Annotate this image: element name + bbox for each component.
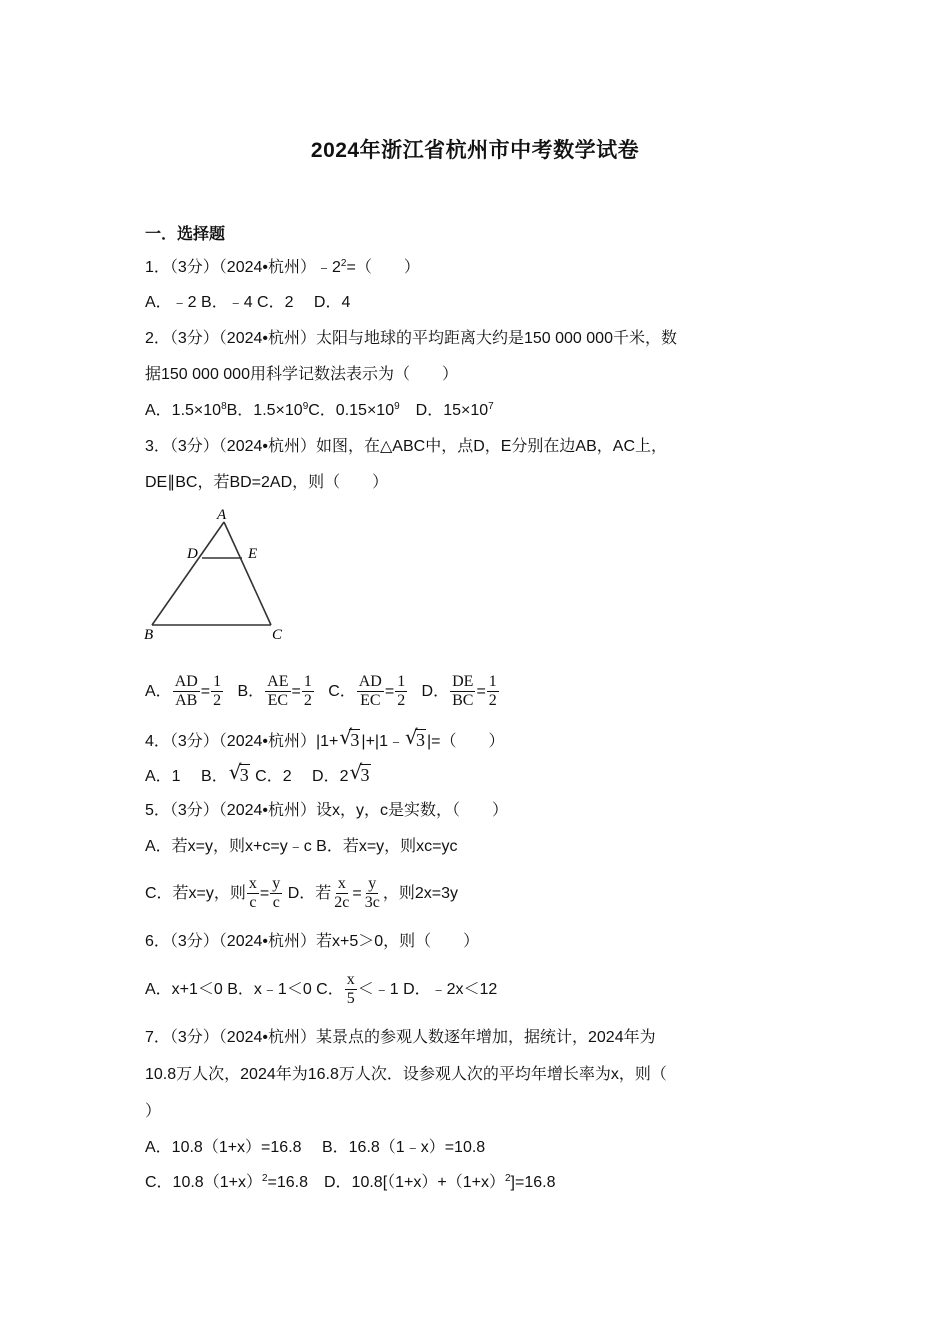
q4-radicand1: 3	[350, 730, 360, 750]
q3-a-label: A．	[145, 683, 172, 700]
q6-stem: 6．（3分）（2024•杭州）若x+5＞0，则（ ）	[145, 933, 480, 950]
q4-sqrt2: √ 3	[404, 725, 425, 750]
q5-options-ab: A．若x=y，则x+c=y﹣c B．若x=y，则xc=yc	[145, 838, 458, 855]
q5-d-text: D．若	[287, 885, 332, 902]
q4-sqrt1: √ 3	[339, 725, 360, 750]
q2-options	[145, 400, 825, 422]
triangle-figure	[140, 505, 300, 645]
q6-opt-tail: ＜﹣1 D．﹣2x＜12	[357, 981, 498, 998]
q3-b-eq: =	[291, 683, 301, 700]
q3-d-label: D．	[421, 683, 450, 700]
q2-b: B．1.5×10	[226, 402, 303, 419]
q3-d-rhs-num: 1	[488, 673, 497, 691]
q2-a: A．1.5×10	[145, 402, 222, 419]
q3-options	[145, 672, 825, 712]
q3-c-rhs	[395, 673, 407, 710]
side-ab	[152, 522, 224, 625]
q4-opt-ab: A．1 B．	[145, 768, 228, 785]
q5-d-tail: ，则2x=3y	[382, 885, 458, 902]
question-1	[145, 257, 825, 279]
q3-d-den: BC	[452, 692, 474, 710]
q3-b-label: B．	[237, 683, 265, 700]
q2-line1: 2．（3分）（2024•杭州）太阳与地球的平均距离大约是150 000 000千米，数	[145, 330, 677, 347]
q4-stem: 4．（3分）（2024•杭州）	[145, 733, 316, 750]
q2-c: C．0.15×10	[308, 402, 395, 419]
q2-a-exp: 8	[221, 401, 227, 412]
q3-d-num: DE	[452, 673, 474, 691]
q3-a-rhs-num: 1	[213, 673, 222, 691]
q3-a-num: AD	[174, 673, 198, 691]
q3-d-eq: =	[476, 683, 486, 700]
q6-c-frac	[345, 971, 357, 1008]
q3-b-rhs-num: 1	[303, 673, 312, 691]
question-4	[145, 725, 825, 753]
q3-b-frac	[265, 673, 290, 710]
q3-c-num: AD	[358, 673, 382, 691]
q2-c-exp: 9	[394, 401, 400, 412]
q3-d-rhs-den: 2	[488, 692, 497, 710]
q3-a-frac	[173, 673, 200, 710]
q3-line2: DE∥BC，若BD=2AD，则（ ）	[145, 474, 389, 491]
q4-part3: |=（ ）	[426, 733, 505, 750]
q5-d-num1: x	[337, 875, 346, 893]
q6-opt-text: A．x+1＜0 B．x﹣1＜0 C．	[145, 981, 344, 998]
side-ac	[224, 522, 271, 625]
q5-d-frac2	[363, 875, 382, 912]
q4-opt-radicand1: 3	[239, 765, 249, 785]
q7-c-tail: =16.8 D．10.8[（1+x）+（1+x）	[267, 1174, 505, 1191]
q4-options	[145, 760, 825, 788]
q5-c-den1: c	[249, 894, 257, 912]
q5-d-den2: 3c	[364, 894, 380, 912]
q3-a-eq: =	[200, 683, 211, 700]
q6-options	[145, 970, 825, 1010]
q3-b-rhs	[302, 673, 314, 710]
label-c: C	[272, 627, 283, 643]
q5-c-frac1	[247, 875, 259, 912]
q3-c-eq: =	[384, 683, 395, 700]
q1-stem: 1．（3分）（2024•杭州）﹣2	[145, 259, 341, 276]
q4-opt-sqrt2: √ 3	[349, 760, 370, 785]
q5-options-cd: C．若x=y，则 $\frac{x}{c}$ = $\frac{y}{c}$ D．若 $\frac{x}{2c}$ = $\frac{y}{3c}$ ，则2x=3y	[145, 875, 458, 912]
q4-opt-sqrt1: √ 3	[228, 760, 249, 785]
q3-d-frac	[450, 673, 475, 710]
q7-line3: ）	[145, 1103, 162, 1120]
q3-a-rhs-den: 2	[213, 692, 222, 710]
q2-line2: 据150 000 000用科学记数法表示为（ ）	[145, 366, 458, 383]
q5-c-den2: c	[272, 894, 280, 912]
q3-b-den: EC	[267, 692, 289, 710]
q3-b-num: AE	[267, 673, 289, 691]
q4-opt-radicand2: 3	[360, 765, 370, 785]
q7-options-ab: A．10.8（1+x）=16.8 B．16.8（1﹣x）=10.8	[145, 1139, 486, 1156]
q3-a-den: AB	[175, 692, 198, 710]
q7-d-exp: 2	[504, 1173, 511, 1184]
q3-c-rhs-num: 1	[397, 673, 406, 691]
q7-options-cd	[145, 1172, 825, 1194]
label-b: B	[144, 627, 154, 643]
q3-c-frac	[357, 673, 384, 710]
label-e: E	[248, 546, 258, 562]
q5-c-text: C．若x=y，则	[145, 885, 246, 902]
q1-options: A．﹣2 B．﹣4 C．2 D．4	[145, 294, 351, 311]
q5-c-frac2	[270, 875, 282, 912]
q7-d-tail: ]=16.8	[510, 1174, 556, 1191]
q5-c-num1: x	[248, 875, 257, 893]
q7-line2: 10.8万人次，2024年为16.8万人次．设参观人次的平均年增长率为x，则（	[145, 1066, 667, 1083]
q4-opt-cd: C．2 D．2	[255, 768, 349, 785]
q5-d-frac1	[332, 875, 351, 912]
q1-tail: =（ ）	[346, 259, 420, 276]
q2-d-exp: 7	[488, 401, 494, 412]
q3-c-label: C．	[328, 683, 356, 700]
q1-sup: 2	[340, 258, 347, 269]
label-d: D	[187, 546, 198, 562]
label-a: A	[217, 507, 227, 523]
q7-c-exp: 2	[261, 1173, 268, 1184]
q5-stem: 5．（3分）（2024•杭州）设x，y，c是实数，（ ）	[145, 802, 508, 819]
q2-d: D．15×10	[399, 402, 489, 419]
q5-d-num2: y	[368, 875, 377, 893]
q3-b-rhs-den: 2	[303, 692, 312, 710]
q5-c-num2: y	[272, 875, 281, 893]
q7-c: C．10.8（1+x）	[145, 1174, 262, 1191]
q6-c-num: x	[346, 971, 355, 989]
section-heading: 一．选择题	[145, 226, 226, 243]
page-title: 2024年浙江省杭州市中考数学试卷	[310, 139, 640, 162]
q3-c-rhs-den: 2	[397, 692, 406, 710]
q3-a-rhs	[211, 673, 223, 710]
q7-line1: 7．（3分）（2024•杭州）某景点的参观人数逐年增加，据统计，2024年为	[145, 1029, 656, 1046]
q3-line1: 3．（3分）（2024•杭州）如图，在△ABC中，点D，E分别在边AB，AC上，	[145, 438, 667, 455]
q5-d-den1: 2c	[334, 894, 350, 912]
q2-b-exp: 9	[302, 401, 309, 412]
q4-radicand2: 3	[415, 730, 425, 750]
q4-part2: |+|1﹣	[361, 733, 404, 750]
q4-part1: |1+	[316, 733, 339, 750]
q3-d-rhs	[487, 673, 499, 710]
q6-c-den: 5	[346, 990, 355, 1008]
q3-c-den: EC	[360, 692, 381, 710]
